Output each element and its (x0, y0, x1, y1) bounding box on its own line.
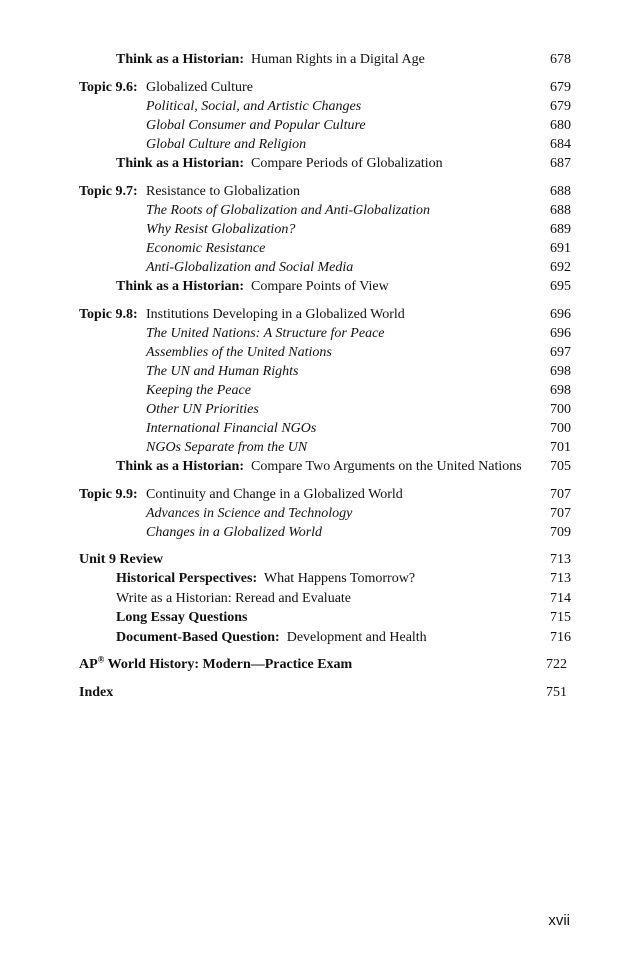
toc-subentry: Economic Resistance (146, 241, 266, 256)
toc-subentry: Assemblies of the United Nations (146, 345, 332, 360)
page-number: 701 (550, 440, 571, 455)
page-number: 714 (550, 591, 571, 606)
registered-mark: ® (97, 654, 105, 665)
toc-subentry: The Roots of Globalization and Anti-Globalization (146, 203, 431, 218)
page-number: 707 (550, 487, 571, 502)
toc-entry-think-historian (116, 51, 425, 69)
toc-entry-topic (79, 486, 138, 504)
toc-entry-think-historian (116, 458, 522, 476)
toc-entry-topic (79, 306, 138, 324)
entry-title: Human Rights in a Digital Age (250, 52, 425, 67)
toc-entry-long-essay: Long Essay Questions (116, 610, 248, 625)
entry-label: Think as a Historian: (116, 52, 244, 67)
page-number: 709 (550, 525, 571, 540)
page-number: 679 (550, 99, 571, 114)
entry-label: AP (79, 657, 98, 672)
page-number: 707 (550, 506, 571, 521)
topic-label: Topic 9.9: (79, 487, 138, 502)
entry-label: Think as a Historian: (116, 279, 244, 294)
page-number: 691 (550, 241, 571, 256)
page-number: 678 (550, 52, 571, 67)
page-number: 696 (550, 307, 571, 322)
page-number: 696 (550, 326, 571, 341)
page-number: 687 (550, 156, 571, 171)
entry-title: Compare Two Arguments on the United Nations (250, 459, 522, 474)
entry-label: Document-Based Question: (116, 630, 280, 645)
entry-label: Think as a Historian: (116, 156, 244, 171)
toc-entry-dbq (116, 629, 427, 647)
topic-label: Topic 9.6: (79, 80, 138, 95)
page-number: 722 (546, 657, 567, 672)
toc-subentry: Political, Social, and Artistic Changes (146, 99, 362, 114)
entry-title: Compare Points of View (250, 279, 389, 294)
topic-title: Continuity and Change in a Globalized World (146, 487, 403, 502)
toc-subentry: Global Culture and Religion (146, 137, 307, 152)
page-folio: xvii (548, 912, 570, 929)
page-number: 680 (550, 118, 571, 133)
toc-subentry: Global Consumer and Popular Culture (146, 118, 366, 133)
toc-entry-think-historian (116, 278, 389, 296)
toc-subentry: Why Resist Globalization? (146, 222, 296, 237)
entry-title: Compare Periods of Globalization (250, 156, 443, 171)
page-number: 713 (550, 571, 571, 586)
toc-subentry: NGOs Separate from the UN (146, 440, 308, 455)
toc-entry-index: Index (79, 685, 114, 700)
page-number: 705 (550, 459, 571, 474)
topic-title: Resistance to Globalization (146, 184, 300, 199)
toc-subentry: Keeping the Peace (146, 383, 251, 398)
toc-entry-topic (79, 79, 138, 97)
toc-subentry: International Financial NGOs (146, 421, 317, 436)
toc-entry-practice-exam (79, 656, 352, 674)
unit-review-heading: Unit 9 Review (79, 552, 163, 567)
toc-subentry: Advances in Science and Technology (146, 506, 353, 521)
page-number: 695 (550, 279, 571, 294)
toc-entry-historical-perspectives (116, 570, 415, 588)
topic-label: Topic 9.8: (79, 307, 138, 322)
toc-subentry: Anti-Globalization and Social Media (146, 260, 354, 275)
toc-subentry: The United Nations: A Structure for Peace (146, 326, 385, 341)
page-number: 698 (550, 364, 571, 379)
page-number: 700 (550, 421, 571, 436)
toc-entry-topic (79, 183, 138, 201)
topic-title: Globalized Culture (146, 80, 253, 95)
page-number: 715 (550, 610, 571, 625)
topic-title: Institutions Developing in a Globalized World (146, 307, 405, 322)
entry-title: World History: Modern—Practice Exam (107, 657, 353, 672)
toc-entry-think-historian (116, 155, 443, 173)
toc-subentry: Changes in a Globalized World (146, 525, 323, 540)
page-number: 697 (550, 345, 571, 360)
page-number: 684 (550, 137, 571, 152)
entry-title: Development and Health (286, 630, 427, 645)
page-number: 716 (550, 630, 571, 645)
page-number: 698 (550, 383, 571, 398)
page-number: 688 (550, 184, 571, 199)
entry-title: What Happens Tomorrow? (263, 571, 416, 586)
page-number: 692 (550, 260, 571, 275)
toc-subentry: Other UN Priorities (146, 402, 259, 417)
entry-label: Historical Perspectives: (116, 571, 258, 586)
page-number: 679 (550, 80, 571, 95)
page-number: 689 (550, 222, 571, 237)
entry-label: Think as a Historian: (116, 459, 244, 474)
page-number: 751 (546, 685, 567, 700)
toc-entry-write-historian: Write as a Historian: Reread and Evaluate (116, 591, 352, 606)
topic-label: Topic 9.7: (79, 184, 138, 199)
page-number: 713 (550, 552, 571, 567)
page-number: 688 (550, 203, 571, 218)
toc-subentry: The UN and Human Rights (146, 364, 299, 379)
page-number: 700 (550, 402, 571, 417)
